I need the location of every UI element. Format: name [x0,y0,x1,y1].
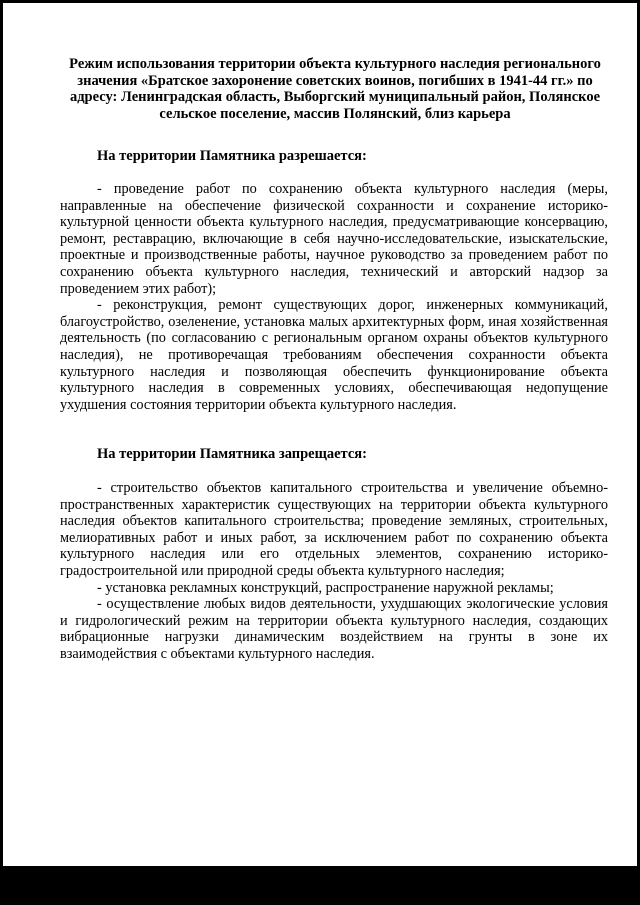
prohibited-section [60,480,608,663]
allowed-item: - реконструкция, ремонт существующих дорог, инженерных коммуникаций, благоустройство, озеленение, установка малых архитектурных форм, иная хозяйственная деятельность (по согласованию с региональным органом охраны объектов культурного наследия), не противоречащая требованиям обеспечения сохранности объекта культурного наследия и позволяющая обеспечить функционирование объекта культурного наследия в современных условиях, обеспечивающая недопущение ухудшения состояния территории объекта культурного наследия. [60,297,608,413]
document-title: Режим использования территории объекта культурного наследия регионального значения «Братское захоронение советских воинов, погибших в 1941-44 гг.» по адресу: Ленинградская область, Выборгский муниципальный район, Полянское сельское поселение, массив Полянский, близ карьера [69,56,601,122]
prohibited-item: - строительство объектов капитального строительства и увеличение объемно-пространственных характеристик существующих на территории объекта культурного наследия объектов капитального строительства; проведение земляных, строительных, мелиоративных работ и иных работ, за исключением работ по сохранению объекта культурного наследия или его отдельных элементов, сохранению историко-градостроительной или природной среды объекта культурного наследия; [60,480,608,579]
prohibited-item: - осуществление любых видов деятельности, ухудшающих экологические условия и гидрологический режим на территории объекта культурного наследия, создающих вибрационные нагрузки динамическим воздействием на грунты в зоне их взаимодействия с объектами культурного наследия. [60,596,608,662]
allowed-item: - проведение работ по сохранению объекта культурного наследия (меры, направленные на обеспечение физической сохранности и сохранение историко-культурной ценности объекта культурного наследия, предусматривающие консервацию, ремонт, реставрацию, включающие в себя научно-исследовательские, изыскательские, проектные и производственные работы, научное руководство за проведением работ по сохранению объекта культурного наследия, технический и авторский надзор за проведением этих работ); [60,181,608,297]
allowed-section [60,181,608,413]
prohibited-item: - установка рекламных конструкций, распространение наружной рекламы; [97,579,554,596]
prohibited-heading: На территории Памятника запрещается: [97,446,367,462]
allowed-heading: На территории Памятника разрешается: [97,148,367,164]
scan-border [0,866,640,905]
